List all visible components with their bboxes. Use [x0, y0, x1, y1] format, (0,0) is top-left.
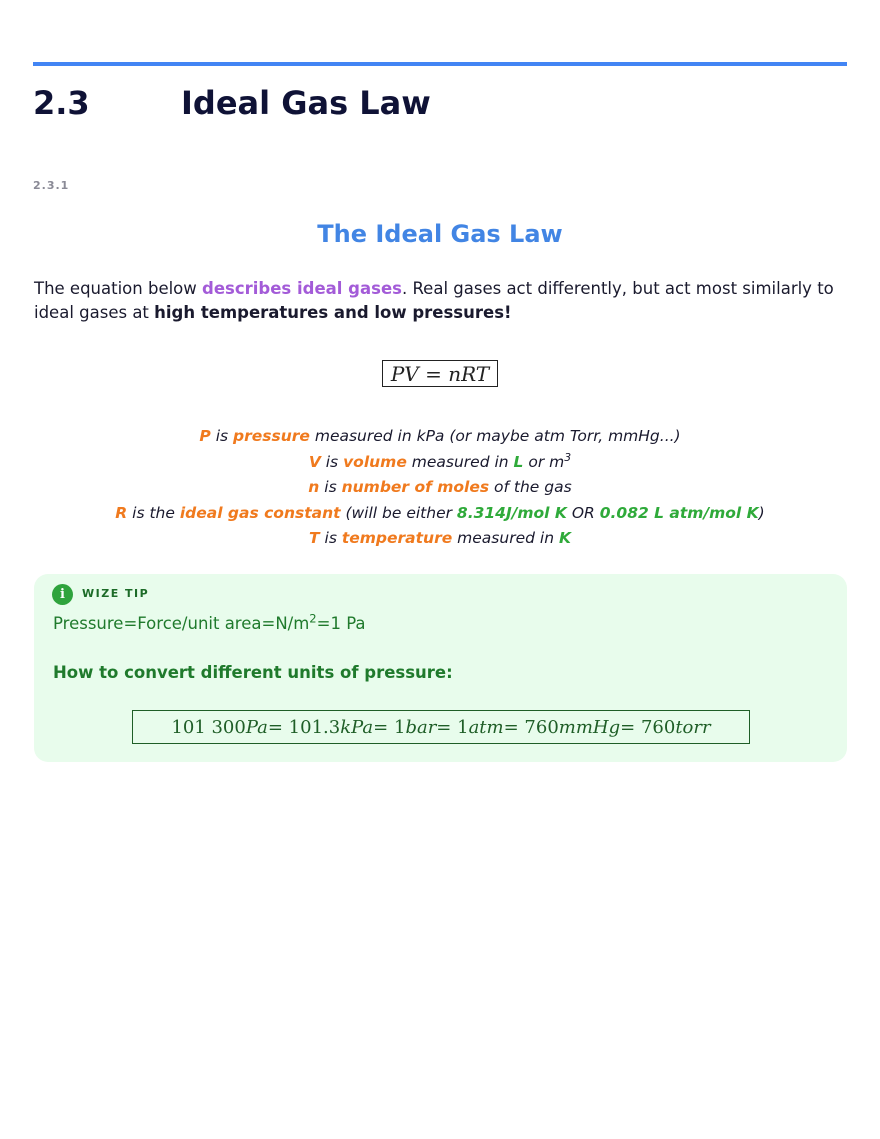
intro-text-a: The equation below [34, 279, 203, 298]
def-text: measured in [406, 452, 514, 471]
def-text: is [319, 529, 342, 547]
def-text: is the [127, 503, 180, 522]
term-gas-constant: ideal gas constant [179, 503, 341, 522]
pressure-conversion-equation [132, 710, 750, 744]
conv-unit: Pa [245, 716, 268, 738]
def-text: is [319, 478, 342, 496]
conv-text: 101 300 [171, 716, 246, 738]
symbol-v: V [308, 452, 321, 471]
subsection-number: 2.3.1 [33, 179, 70, 192]
definition-moles [0, 475, 880, 501]
equation-text: PV = nRT [390, 361, 490, 386]
unit-kelvin: K [558, 529, 571, 547]
conv-text: = 1 [373, 716, 406, 738]
def-text: OR [566, 503, 600, 522]
conv-text: = 101.3 [267, 716, 341, 738]
def-text: measured in kPa (or maybe atm Torr, mmHg...) [309, 427, 681, 445]
chapter-title: Ideal Gas Law [181, 84, 431, 122]
intro-bold: high temperatures and low pressures! [154, 303, 512, 322]
term-pressure: pressure [233, 427, 310, 445]
term-moles: number of moles [341, 478, 490, 496]
conv-unit: atm [468, 716, 504, 738]
intro-highlight: describes ideal gases [202, 279, 402, 298]
conv-text: = 1 [436, 716, 469, 738]
definition-volume [0, 450, 880, 476]
conv-unit: bar [405, 716, 437, 738]
tip-label: WIZE TIP [82, 587, 150, 600]
exponent: 3 [564, 450, 572, 464]
tip-pressure-definition [53, 611, 366, 633]
definition-temperature [0, 526, 880, 552]
r-value-1: 8.314J/mol K [456, 503, 567, 522]
term-volume: volume [343, 452, 407, 471]
variable-definitions [0, 424, 880, 552]
intro-text-b: . Real gases act differently, but act most similarly to ideal gases at [34, 279, 834, 322]
def-text: is [320, 452, 344, 471]
tip-text: Pressure=Force/unit area=N/m [53, 614, 310, 633]
term-temperature: temperature [341, 529, 453, 547]
top-rule [33, 62, 847, 66]
tip-text: =1 Pa [316, 614, 366, 633]
def-text: is [210, 427, 234, 445]
chapter-heading [33, 84, 431, 122]
ideal-gas-equation [382, 360, 498, 387]
conv-text: = 760 [503, 716, 559, 738]
symbol-n: n [308, 478, 320, 496]
conv-unit: torr [675, 716, 711, 738]
r-value-2: 0.082 L atm/mol K [599, 503, 759, 522]
chapter-number: 2.3 [33, 84, 90, 122]
intro-paragraph [34, 277, 846, 325]
symbol-t: T [309, 529, 320, 547]
definition-gas-constant [0, 501, 880, 527]
conv-unit: kPa [340, 716, 374, 738]
symbol-r: R [115, 503, 128, 522]
definition-pressure [0, 424, 880, 450]
tip-convert-heading: How to convert different units of pressure: [53, 663, 453, 682]
def-text: measured in [452, 529, 559, 547]
section-title: The Ideal Gas Law [317, 220, 563, 248]
symbol-p: P [199, 427, 211, 445]
info-icon: i [52, 584, 73, 605]
def-text: (will be either [340, 503, 457, 522]
def-text: or m [523, 452, 565, 471]
conv-text: = 760 [620, 716, 676, 738]
unit-liter: L [513, 452, 524, 471]
def-text: of the gas [489, 478, 572, 496]
exponent: 2 [309, 611, 317, 626]
wize-tip-box [34, 574, 847, 762]
def-text: ) [758, 503, 765, 522]
conv-unit: mmHg [558, 716, 621, 738]
